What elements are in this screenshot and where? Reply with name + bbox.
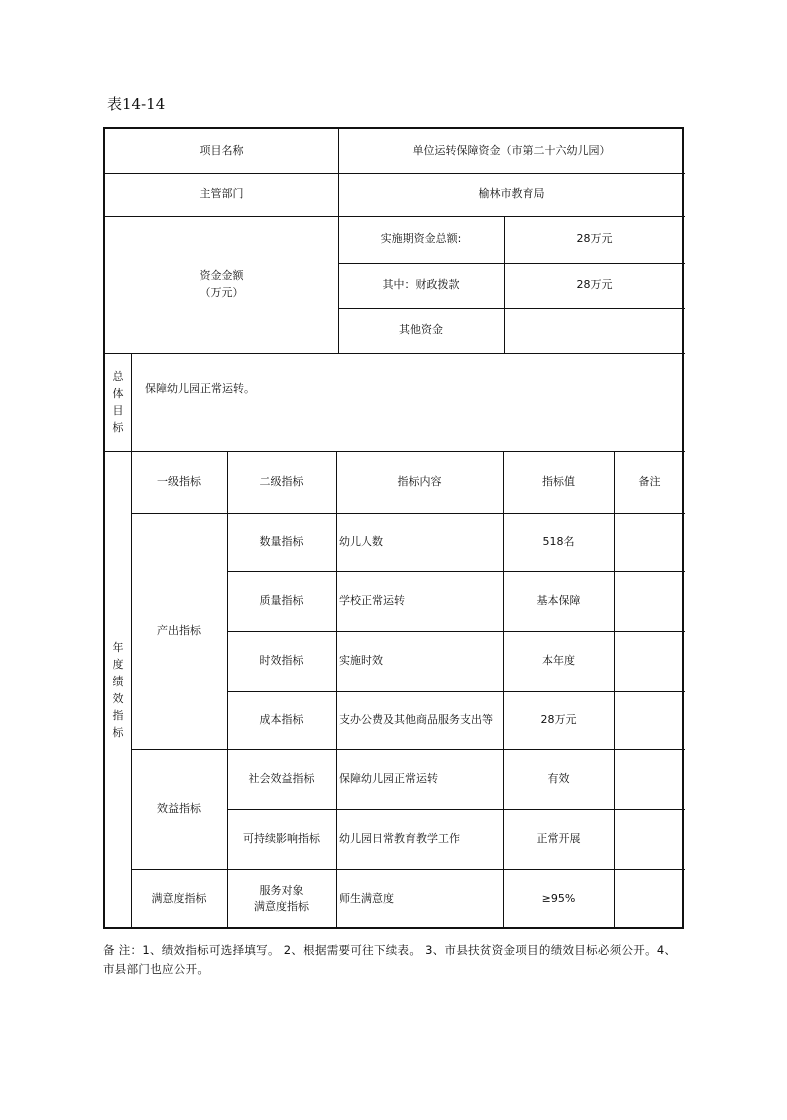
indicator-remark [614, 691, 685, 749]
indicator-level2: 服务对象 满意度指标 [254, 883, 309, 913]
indicator-level2: 时效指标 [259, 653, 304, 667]
indicator-level2: 数量指标 [259, 534, 304, 548]
indicator-value: ≥95% [541, 891, 576, 905]
indicator-content: 学校正常运转 [339, 593, 405, 607]
indicator-content: 幼儿园日常教育教学工作 [339, 831, 460, 845]
funds-row-value [504, 308, 685, 353]
funds-row-label: 其他资金 [399, 323, 443, 337]
funds-unit: （万元） [199, 285, 244, 299]
footnote: 备 注：1、绩效指标可选择填写。 2、根据需要可往下续表。 3、市县扶贫资金项目的绩效目标必须公开。4、市县部门也应公开。 [103, 943, 677, 976]
project-name-label: 项目名称 [199, 143, 244, 157]
indicator-level1: 满意度指标 [151, 891, 207, 905]
indicator-remark [614, 749, 685, 809]
indicator-value: 本年度 [542, 653, 575, 667]
indicator-level1: 效益指标 [157, 801, 201, 815]
department-label: 主管部门 [199, 187, 244, 201]
project-name-value: 单位运转保障资金（市第二十六幼儿园） [412, 143, 611, 157]
indicators-side-label: 年 度 绩 效 指 标 [112, 640, 124, 740]
indicator-content: 支办公费及其他商品服务支出等 [339, 712, 493, 726]
funds-row-label: 实施期资金总额: [380, 232, 462, 246]
funds-label [105, 216, 338, 353]
goal-value: 保障幼儿园正常运转。 [145, 381, 255, 395]
indicator-header: 备注 [638, 474, 661, 488]
indicator-header: 二级指标 [259, 474, 304, 488]
performance-table [103, 127, 684, 929]
department-value: 榆林市教育局 [478, 187, 545, 201]
indicator-remark [614, 869, 685, 929]
indicator-level2: 质量指标 [259, 593, 304, 607]
funds-row-label: 其中：财政拨款 [382, 278, 460, 292]
indicator-level1: 产出指标 [157, 623, 201, 637]
indicator-value: 基本保障 [536, 593, 581, 607]
indicator-header: 一级指标 [157, 474, 201, 488]
funds-label-text: 资金金额 [199, 269, 244, 282]
indicator-level2: 社会效益指标 [248, 771, 315, 785]
indicator-level2: 成本指标 [259, 712, 304, 726]
indicator-content: 实施时效 [339, 653, 383, 667]
indicator-content: 师生满意度 [339, 891, 394, 905]
goal-label: 总 体 目 标 [112, 369, 124, 435]
indicator-value: 有效 [547, 771, 570, 785]
table-caption: 表14-14 [107, 95, 166, 113]
indicator-level2: 可持续影响指标 [243, 831, 320, 845]
indicator-remark [614, 513, 685, 571]
indicator-content: 幼儿人数 [339, 534, 383, 548]
funds-row-value: 28万元 [576, 278, 613, 292]
indicator-value: 518名 [542, 534, 575, 548]
indicator-header: 指标内容 [397, 474, 442, 488]
funds-row-value: 28万元 [576, 232, 613, 246]
indicator-value: 28万元 [540, 712, 577, 726]
indicator-header: 指标值 [542, 474, 575, 488]
indicator-remark [614, 809, 685, 869]
indicator-remark [614, 571, 685, 631]
indicator-content: 保障幼儿园正常运转 [339, 771, 438, 785]
indicator-value: 正常开展 [536, 831, 581, 845]
indicator-remark [614, 631, 685, 691]
